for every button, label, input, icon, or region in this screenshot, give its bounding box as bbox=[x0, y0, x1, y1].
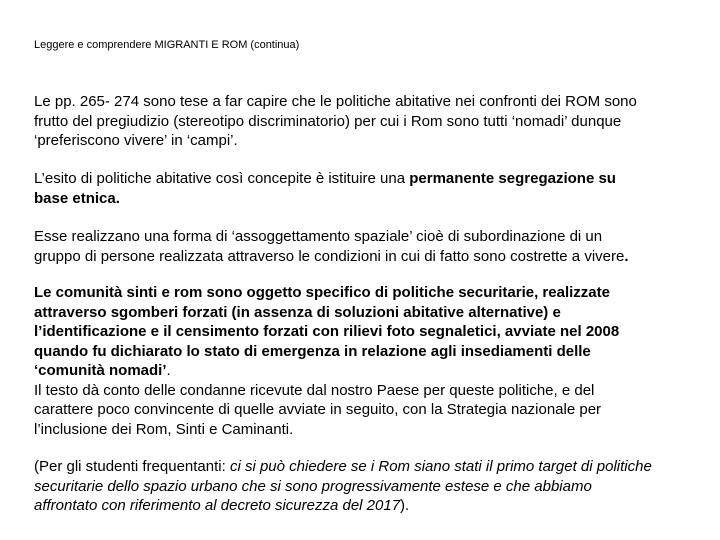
text-line: Esse realizzano una forma di ‘assoggettamento spaziale’ cioè di subordinazione di un bbox=[34, 228, 603, 245]
paragraph-segregation bbox=[34, 169, 698, 208]
bold-text: permanente segregazione su bbox=[409, 170, 616, 187]
text-line: L’esito di politiche abitative così concepite è istituire una bbox=[34, 170, 410, 187]
text-line: gruppo di persone realizzata attraverso le condizioni in cui di fatto sono costrette a vivere bbox=[34, 247, 625, 265]
italic-text: securitarie dello spazio urbano che si sono progressivamente estese e che abbiamo bbox=[34, 477, 592, 495]
text-line: l’inclusione dei Rom, Sinti e Caminanti. bbox=[34, 420, 294, 438]
text-line: ). bbox=[400, 497, 410, 514]
text-line: carattere poco convincente di quelle avviate in seguito, con la Strategia nazionale per bbox=[34, 401, 602, 418]
text-line: . bbox=[166, 362, 171, 379]
bold-text: quando fu dichiarato lo stato di emergenza in relazione agli insediamenti delle bbox=[34, 342, 591, 360]
bold-text: attraverso sgomberi forzati (in assenza di soluzioni abitative alternative) e bbox=[34, 303, 561, 321]
slide-title: Leggere e comprendere MIGRANTI E ROM (continua) bbox=[34, 39, 300, 51]
bold-text: l’identificazione e il censimento forzati con rilievi foto segnaletici, avviate nel 2008 bbox=[34, 323, 620, 340]
bold-period: . bbox=[624, 247, 629, 265]
italic-text: affrontato con riferimento al decreto sicurezza del 2017 bbox=[34, 497, 401, 514]
bold-text: Le comunità sinti e rom sono oggetto specifico di politiche securitarie, realizzate bbox=[34, 284, 610, 301]
bold-text: ‘comunità nomadi’ bbox=[34, 362, 167, 379]
paragraph-students-note bbox=[34, 457, 698, 516]
text-line: ‘preferiscono vivere’ in ‘campi’. bbox=[34, 132, 238, 149]
text-line: Le pp. 265- 274 sono tese a far capire che le politiche abitative nei confronti dei ROM sono bbox=[34, 93, 637, 110]
italic-text: ci si può chiedere se i Rom siano stati il primo target di politiche bbox=[229, 458, 652, 475]
bold-text: base etnica. bbox=[34, 189, 120, 207]
paragraph-pages-265-274 bbox=[34, 92, 698, 151]
paragraph-spatial-subjugation bbox=[34, 227, 698, 266]
text-line: frutto del pregiudizio (stereotipo discriminatorio) per cui i Rom sono tutti ‘nomadi’ dunque bbox=[34, 112, 622, 130]
text-line: Il testo dà conto delle condanne ricevute dal nostro Paese per queste politiche, e del bbox=[34, 381, 595, 399]
text-line: (Per gli studenti frequentanti: bbox=[34, 458, 230, 475]
paragraph-security-policies bbox=[34, 283, 698, 439]
